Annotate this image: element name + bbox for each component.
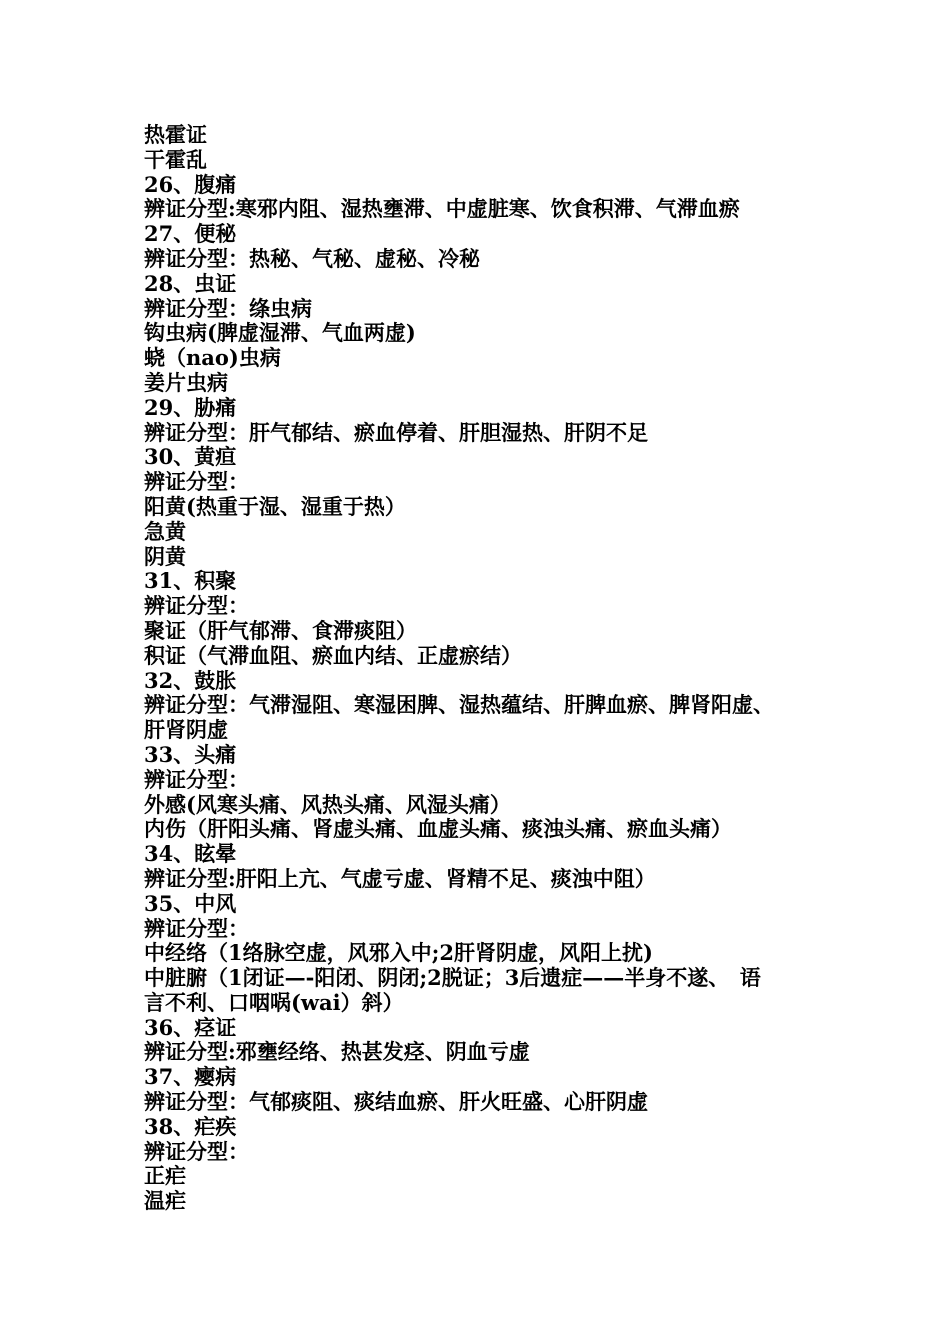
section-heading: 29、胁痛 <box>144 394 237 420</box>
text-line: 姜片虫病 <box>144 369 228 395</box>
text-line: 阴黄 <box>144 543 186 569</box>
section-heading: 32、鼓胀 <box>144 667 237 693</box>
text-line: 辨证分型：气滞湿阻、寒湿困脾、湿热蕴结、肝脾血瘀、脾肾阳虚、 <box>144 692 774 718</box>
section-heading: 28、虫证 <box>144 270 237 296</box>
text-line: 言不利、口咽㖞(wai）斜） <box>144 989 404 1015</box>
text-line: 辨证分型： <box>144 1138 249 1164</box>
text-line: 积证（气滞血阻、瘀血内结、正虚瘀结） <box>144 642 522 668</box>
text-line: 外感(风寒头痛、风热头痛、风湿头痛） <box>144 791 511 817</box>
section-heading: 37、瘿病 <box>144 1064 237 1090</box>
section-heading: 31、积聚 <box>144 568 237 594</box>
text-line: 内伤（肝阳头痛、肾虚头痛、血虚头痛、痰浊头痛、瘀血头痛） <box>144 816 732 842</box>
document-page <box>144 123 834 1214</box>
text-line: 辨证分型：热秘、气秘、虚秘、冷秘 <box>144 245 480 271</box>
text-line: 热霍证 <box>144 122 207 147</box>
text-line: 急黄 <box>144 518 186 544</box>
section-heading: 30、黄疸 <box>144 444 237 470</box>
section-heading: 26、腹痛 <box>144 171 237 197</box>
text-line: 聚证（肝气郁滞、食滞痰阻） <box>144 617 417 643</box>
text-line: 辨证分型：气郁痰阻、痰结血瘀、肝火旺盛、心肝阴虚 <box>144 1089 648 1115</box>
text-line: 肝肾阴虚 <box>144 717 228 743</box>
section-heading: 35、中风 <box>144 890 237 916</box>
text-line: 辨证分型:邪壅经络、热甚发痉、阴血亏虚 <box>144 1039 530 1065</box>
text-line: 正疟 <box>144 1163 186 1189</box>
text-line: 辨证分型： <box>144 915 249 941</box>
text-line: 辨证分型:寒邪内阻、湿热壅滞、中虚脏寒、饮食积滞、气滞血瘀 <box>144 196 740 222</box>
text-line: 辨证分型： <box>144 593 249 619</box>
text-line: 干霍乱 <box>144 146 207 172</box>
text-line: 温疟 <box>144 1188 186 1214</box>
section-heading: 38、疟疾 <box>144 1113 237 1139</box>
text-line: 辨证分型：肝气郁结、瘀血停着、肝胆湿热、肝阴不足 <box>144 419 648 445</box>
section-heading: 33、头痛 <box>144 741 237 767</box>
section-heading: 34、眩晕 <box>144 841 237 867</box>
text-line: 辨证分型： <box>144 469 249 495</box>
text-line: 辨证分型： <box>144 766 249 792</box>
section-heading: 27、便秘 <box>144 221 237 247</box>
text-line: 钩虫病(脾虚湿滞、气血两虚) <box>144 320 416 346</box>
text-line: 阳黄(热重于湿、湿重于热） <box>144 493 406 519</box>
section-heading: 36、痉证 <box>144 1014 237 1040</box>
text-line: 蛲（nao)虫病 <box>144 345 281 371</box>
text-line: 中脏腑（1闭证—-阳闭、阴闭;2脱证；3后遗症——半身不遂、 语 <box>144 965 761 991</box>
text-line: 辨证分型:肝阳上亢、气虚亏虚、肾精不足、痰浊中阻） <box>144 865 656 891</box>
text-line: 辨证分型：绦虫病 <box>144 295 312 321</box>
text-line: 中经络（1络脉空虚，风邪入中;2肝肾阴虚，风阳上扰) <box>144 940 653 966</box>
